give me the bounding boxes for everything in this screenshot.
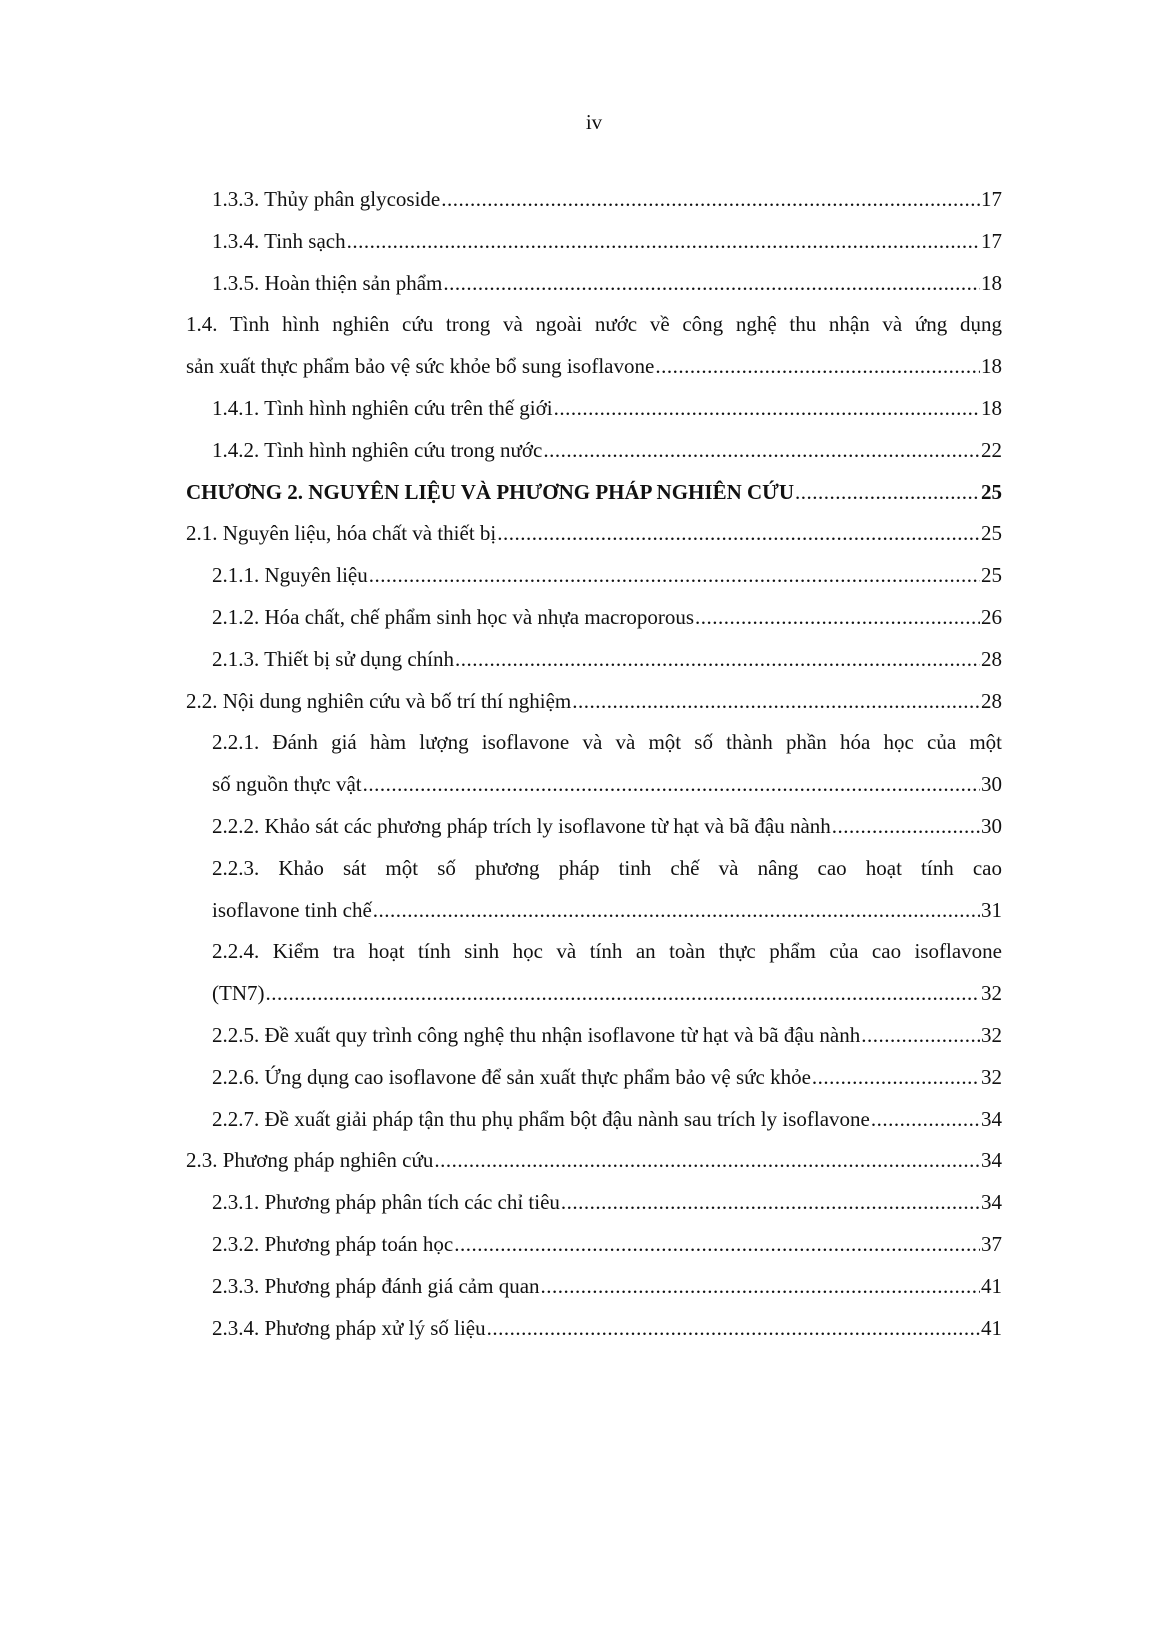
dot-leader [434, 1140, 980, 1182]
toc-entry[interactable] [186, 1182, 1002, 1224]
toc-page-number: 28 [981, 646, 1002, 671]
toc-entry-title: 1.4.2. Tình hình nghiên cứu trong nước [212, 437, 543, 462]
dot-leader [812, 1057, 980, 1099]
toc-entry-title: sản xuất thực phẩm bảo vệ sức khỏe bổ sung isoflavone [186, 354, 655, 379]
toc-page-number: 17 [981, 187, 1002, 211]
toc-entry[interactable] [186, 1057, 1002, 1099]
dot-leader [487, 1308, 980, 1350]
toc-page-number: 32 [981, 1064, 1002, 1089]
toc-entry[interactable] [186, 388, 1002, 430]
toc-page-number: 22 [981, 437, 1002, 462]
toc-page-number: 28 [981, 688, 1002, 713]
toc-entry-title: isoflavone tinh chế [212, 897, 372, 922]
dot-leader [454, 1224, 980, 1266]
toc-entry-title: 2.1.2. Hóa chất, chế phẩm sinh học và nhựa macroporous [212, 604, 694, 629]
toc-page-number: 41 [981, 1273, 1002, 1298]
table-of-contents [186, 179, 1002, 1349]
toc-entry-line1[interactable]: 2.2.3. Khảo sát một số phương pháp tinh chế và nâng cao hoạt tính cao [212, 855, 1002, 880]
toc-entry[interactable] [186, 1099, 1002, 1141]
toc-entry-title: 2.2.2. Khảo sát các phương pháp trích ly isoflavone từ hạt và bã đậu nành [212, 813, 831, 838]
toc-page-number: 17 [981, 228, 1002, 253]
toc-entry[interactable] [186, 346, 1002, 388]
toc-page-number: 30 [981, 813, 1002, 838]
toc-entry-line1[interactable]: 2.2.4. Kiểm tra hoạt tính sinh học và tính an toàn thực phẩm của cao isoflavone [212, 939, 1002, 964]
toc-page-number: 18 [981, 395, 1002, 420]
toc-entry-line1[interactable]: 1.4. Tình hình nghiên cứu trong và ngoài nước về công nghệ thu nhận và ứng dụng [186, 312, 1002, 337]
toc-page-number: 34 [981, 1190, 1002, 1215]
toc-entry-title: 1.3.5. Hoàn thiện sản phẩm [212, 270, 443, 295]
dot-leader [572, 681, 980, 723]
toc-entry[interactable] [186, 555, 1002, 597]
dot-leader [455, 639, 980, 681]
dot-leader [443, 263, 980, 305]
toc-entry[interactable] [186, 806, 1002, 848]
toc-entry-line1[interactable]: 2.2.1. Đánh giá hàm lượng isoflavone và và một số thành phần hóa học của một [212, 730, 1002, 755]
toc-entry[interactable] [186, 890, 1002, 932]
toc-entry-title: 1.3.4. Tinh sạch [212, 228, 346, 253]
dot-leader [541, 1266, 980, 1308]
toc-entry-title: 1.3.3. Thủy phân glycoside [212, 187, 441, 211]
toc-entry[interactable] [186, 681, 1002, 723]
dot-leader [543, 430, 980, 472]
dot-leader [497, 513, 980, 555]
toc-page-number: 25 [981, 479, 1002, 504]
toc-page-number: 25 [981, 521, 1002, 546]
toc-entry[interactable] [186, 1266, 1002, 1308]
toc-page-number: 41 [981, 1315, 1002, 1340]
dot-leader [795, 472, 980, 514]
dot-leader [265, 973, 980, 1015]
toc-entry-title: (TN7) [212, 981, 265, 1006]
toc-entry-title: 2.3.1. Phương pháp phân tích các chỉ tiêu [212, 1190, 560, 1215]
toc-page-number: 30 [981, 772, 1002, 797]
toc-entry-title: 2.2.5. Đề xuất quy trình công nghệ thu nhận isoflavone từ hạt và bã đậu nành [212, 1022, 861, 1047]
toc-entry-title: 2.2. Nội dung nghiên cứu và bố trí thí nghiệm [186, 688, 572, 713]
dot-leader [832, 806, 980, 848]
toc-page-number: 37 [981, 1231, 1002, 1256]
toc-entry-title: 1.4.1. Tình hình nghiên cứu trên thế giới [212, 395, 553, 420]
toc-entry[interactable] [186, 1224, 1002, 1266]
toc-entry-title: CHƯƠNG 2. NGUYÊN LIỆU VÀ PHƯƠNG PHÁP NGHIÊN CỨU [186, 479, 795, 504]
dot-leader [695, 597, 980, 639]
toc-page-number: 32 [981, 1022, 1002, 1047]
toc-entry-title: 2.3.4. Phương pháp xử lý số liệu [212, 1315, 486, 1340]
dot-leader [373, 890, 980, 932]
dot-leader [347, 221, 980, 263]
toc-entry-title: 2.3.2. Phương pháp toán học [212, 1231, 454, 1256]
toc-entry-title: 2.1.1. Nguyên liệu [212, 563, 368, 588]
toc-entry-title: 2.2.6. Ứng dụng cao isoflavone để sản xuất thực phẩm bảo vệ sức khỏe [212, 1064, 811, 1089]
dot-leader [871, 1099, 980, 1141]
toc-page-number: 32 [981, 981, 1002, 1006]
toc-entry-title: 2.1.3. Thiết bị sử dụng chính [212, 646, 454, 671]
dot-leader [861, 1015, 980, 1057]
page-number: iv [585, 110, 603, 134]
dot-leader [363, 764, 980, 806]
toc-entry-title: 2.2.7. Đề xuất giải pháp tận thu phụ phẩm bột đậu nành sau trích ly isoflavone [212, 1106, 870, 1131]
toc-page-number: 26 [981, 604, 1002, 629]
toc-entry-title: số nguồn thực vật [212, 772, 362, 797]
toc-entry[interactable] [186, 263, 1002, 305]
toc-entry-title: 2.3. Phương pháp nghiên cứu [186, 1148, 434, 1173]
toc-entry[interactable] [186, 513, 1002, 555]
toc-entry[interactable] [186, 1140, 1002, 1182]
toc-page-number: 31 [981, 897, 1002, 922]
dot-leader [561, 1182, 980, 1224]
toc-page-number: 34 [981, 1148, 1002, 1173]
toc-entry[interactable] [186, 639, 1002, 681]
toc-entry[interactable] [186, 1015, 1002, 1057]
toc-entry[interactable] [186, 973, 1002, 1015]
toc-entry[interactable] [186, 472, 1002, 514]
toc-entry[interactable] [186, 1308, 1002, 1350]
toc-page-number: 18 [981, 270, 1002, 295]
dot-leader [655, 346, 980, 388]
toc-entry[interactable] [186, 597, 1002, 639]
toc-page-number: 34 [981, 1106, 1002, 1131]
dot-leader [369, 555, 980, 597]
toc-entry[interactable] [186, 430, 1002, 472]
toc-entry-title: 2.1. Nguyên liệu, hóa chất và thiết bị [186, 521, 497, 546]
toc-entry-title: 2.3.3. Phương pháp đánh giá cảm quan [212, 1273, 540, 1298]
toc-entry[interactable] [186, 221, 1002, 263]
toc-entry[interactable] [186, 764, 1002, 806]
toc-page-number: 18 [981, 354, 1002, 379]
dot-leader [554, 388, 980, 430]
toc-page-number: 25 [981, 563, 1002, 588]
toc-entry[interactable] [186, 179, 1002, 221]
dot-leader [441, 179, 980, 221]
